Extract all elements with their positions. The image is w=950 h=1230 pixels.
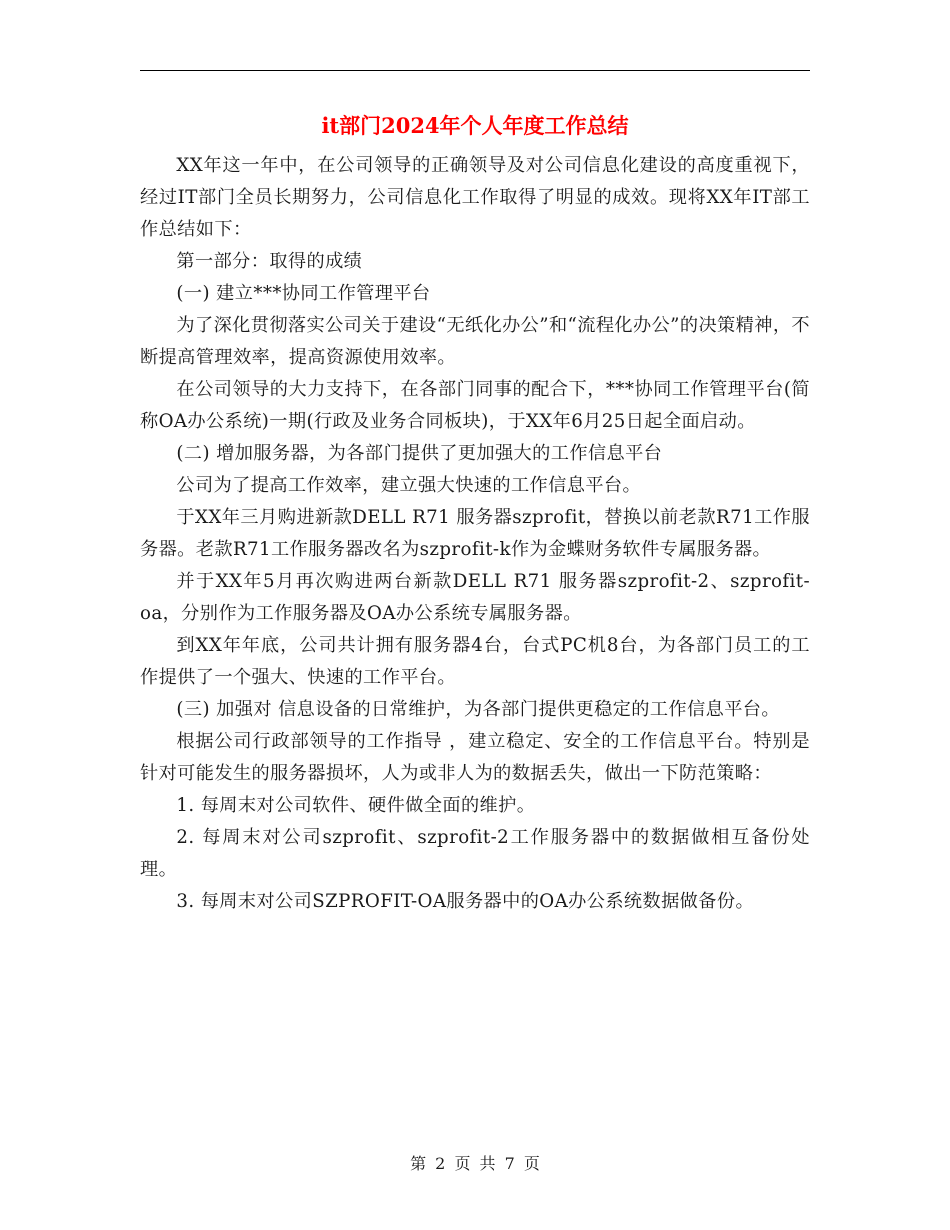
section-heading: 第一部分：取得的成绩	[176, 251, 363, 272]
paragraph: 为了深化贯彻落实公司关于建设“无纸化办公”和“流程化办公”的决策精神，不断提高管理效率，提高资源使用效率。	[140, 315, 810, 368]
subsection-heading: (二) 增加服务器，为各部门提供了更加强大的工作信息平台	[176, 443, 663, 464]
list-item: 3. 每周末对公司SZPROFIT-OA服务器中的OA办公系统数据做备份。	[176, 891, 755, 912]
subsection-heading: (三) 加强对 信息设备的日常维护，为各部门提供更稳定的工作信息平台。	[176, 699, 780, 720]
paragraph: 公司为了提高工作效率，建立强大快速的工作信息平台。	[176, 475, 642, 496]
subsection-heading: (一) 建立***协同工作管理平台	[176, 283, 431, 304]
paragraph: 在公司领导的大力支持下，在各部门同事的配合下，***协同工作管理平台(简称OA办公系统)一期(行政及业务合同板块)，于XX年6月25日起全面启动。	[140, 379, 810, 432]
paragraph: 于XX年三月购进新款DELL R71 服务器szprofit，替换以前老款R71工作服务器。老款R71工作服务器改名为szprofit-k作为金蝶财务软件专属服务器。	[140, 507, 810, 560]
paragraph: 根据公司行政部领导的工作指导 ，建立稳定、安全的工作信息平台。特别是针对可能发生的服务器损坏，人为或非人为的数据丢失，做出一下防范策略：	[140, 731, 810, 784]
paragraph: 并于XX年5月再次购进两台新款DELL R71 服务器szprofit-2、szprofit-oa，分别作为工作服务器及OA办公系统专属服务器。	[140, 571, 810, 624]
header-rule	[140, 70, 810, 71]
document-title: it部门2024年个人年度工作总结	[321, 113, 629, 138]
paragraph: XX年这一年中，在公司领导的正确领导及对公司信息化建设的高度重视下，经过IT部门全员长期努力，公司信息化工作取得了明显的成效。现将XX年IT部工作总结如下：	[140, 155, 810, 240]
list-item: 1. 每周末对公司软件、硬件做全面的维护。	[176, 795, 536, 816]
page-number-footer: 第 2 页 共 7 页	[410, 1154, 540, 1173]
document-body	[140, 150, 810, 918]
list-item: 2. 每周末对公司szprofit、szprofit-2工作服务器中的数据做相互备份处理。	[140, 827, 810, 880]
paragraph: 到XX年年底，公司共计拥有服务器4台，台式PC机8台，为各部门员工的工作提供了一个强大、快速的工作平台。	[140, 635, 810, 688]
